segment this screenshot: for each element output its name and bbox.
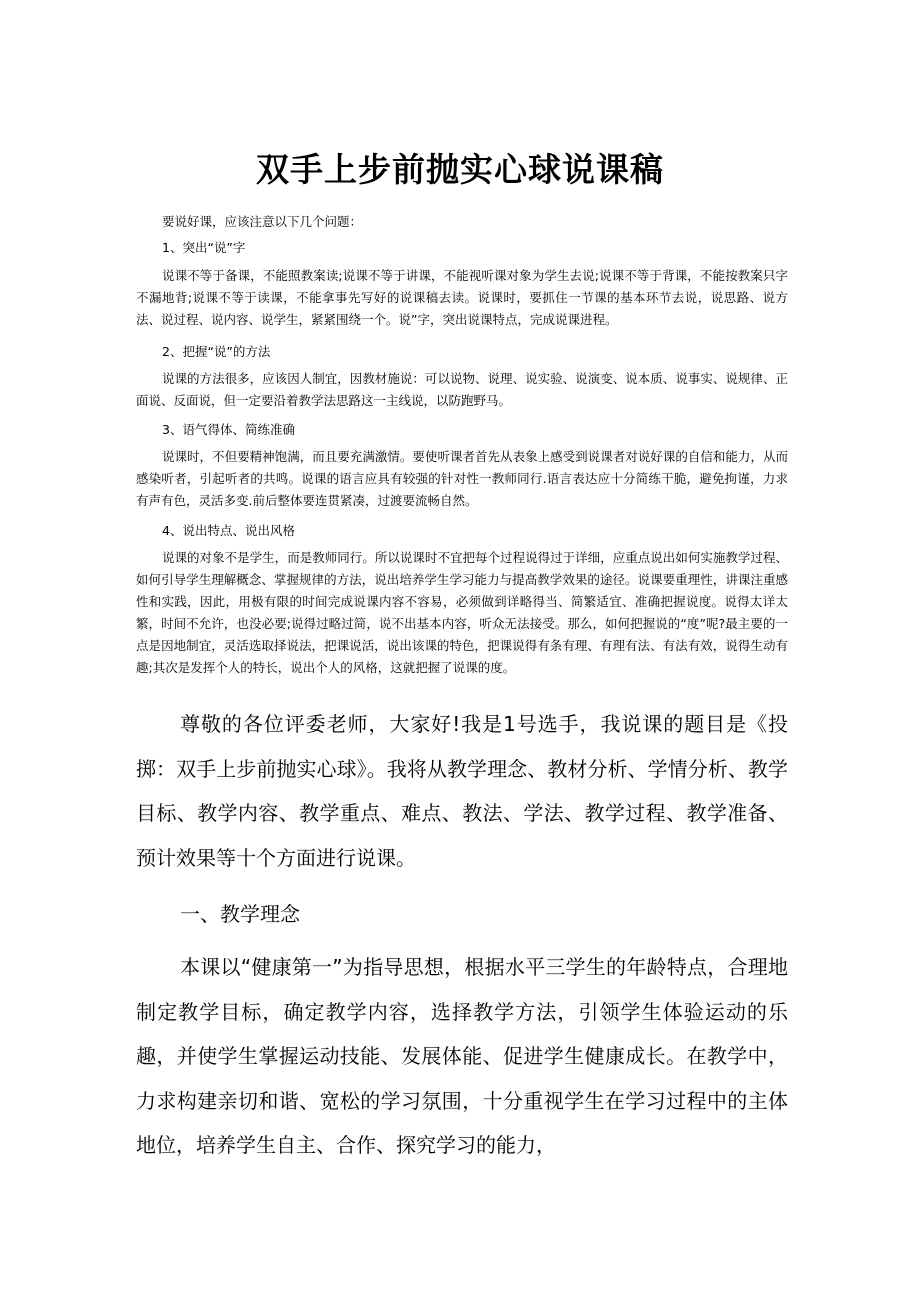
intro-text: 要说好课，应该注意以下几个问题： (162, 214, 363, 229)
point2-heading: 2、把握“说”的方法 (162, 344, 271, 359)
point4-heading: 4、说出特点、说出风格 (162, 523, 295, 538)
section1-heading: 一、教学理念 (180, 902, 300, 926)
point1-body: 说课不等于备课，不能照教案读;说课不等于讲课，不能视听课对象为学生去说;说课不等于背课，不能按教案只字不漏地背;说课不等于读课，不能拿事先写好的说课稿去读。说课时，要抓住一节课的基本环节去说，说思路、说方法、说过程、说内容、说学生，紧紧围绕一个。说”字，突出说课特点，完成说课进程。 (136, 268, 788, 327)
point3-body: 说课时，不但要精神饱满，而且要充满激情。要使听课者首先从表象上感受到说课者对说好课的自信和能力，从而感染听者，引起听者的共鸣。说课的语言应具有较强的针对性一教师同行.语言表达应十分简练干脆，避免拘谨，力求有声有色，灵活多变.前后整体要连贯紧凑，过渡要流畅自然。 (136, 449, 788, 508)
greeting-paragraph: 尊敬的各位评委老师，大家好!我是1号选手，我说课的题目是《投掷：双手上步前抛实心球》。我将从教学理念、教材分析、学情分析、教学目标、教学内容、教学重点、难点、教法、学法、教学过程、教学准备、预计效果等十个方面进行说课。 (136, 712, 788, 870)
point3-heading: 3、语气得体、简练准确 (162, 422, 295, 437)
point2-body: 说课的方法很多，应该因人制宜，因教材施说：可以说物、说理、说实验、说演变、说本质、说事实、说规律、正面说、反面说，但一定要沿着教学法思路这一主线说，以防跑野马。 (136, 371, 788, 408)
point1-heading: 1、突出“说”字 (162, 240, 246, 255)
point4-body: 说课的对象不是学生，而是教师同行。所以说课时不宜把每个过程说得过于详细，应重点说出如何实施教学过程、如何引导学生理解概念、掌握规律的方法，说出培养学生学习能力与提高教学效果的途径。说课要重理性，讲课注重感性和实践，因此，用极有限的时间完成说课内容不容易，必须做到详略得当、简繁适宜、准确把握说度。说得太详太繁，时间不允许，也没必要;说得过略过简，说不出基本内容，听众无法接受。那么，如何把握说的“度”呢?最主要的一点是因地制宜，灵活选取择说法，把课说活，说出该课的特色，把课说得有条有理、有理有法、有法有效，说得生动有趣;其次是发挥个人的特长，说出个人的风格，这就把握了说课的度。 (136, 550, 788, 675)
document-title: 双手上步前抛实心球说课稿 (256, 150, 664, 189)
section1-body: 本课以“健康第一”为指导思想，根据水平三学生的年龄特点，合理地制定教学目标，确定教学内容，选择教学方法，引领学生体验运动的乐趣，并使学生掌握运动技能、发展体能、促进学生健康成长。在教学中，力求构建亲切和谐、宽松的学习氛围，十分重视学生在学习过程中的主体地位，培养学生自主、合作、探究学习的能力， (136, 955, 788, 1157)
